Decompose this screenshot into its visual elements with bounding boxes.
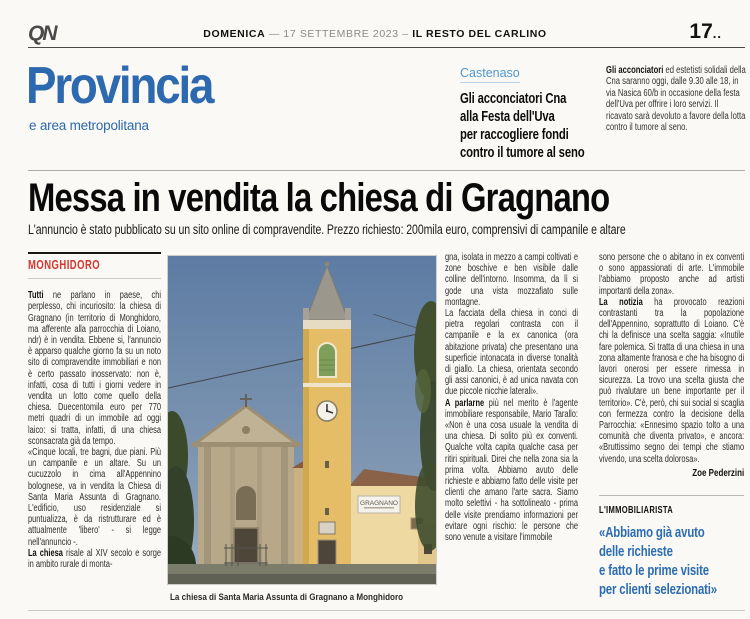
brief-body-lead: Gli acconciatori [606, 65, 664, 76]
article-column-4 [599, 252, 744, 599]
paragraph-lead: A parlarne [445, 397, 485, 409]
paragraph-text: La facciata della chiesa in conci di pietra regolari contrasta con il campanile e la ex canonica (ora abitazione privata) che presentano una superficie intonacata in diverse tonalità di giallo. La chiesa, orientata secondo gli assi canonici, è ad unica navata con due piccole nicchie laterali». [445, 308, 578, 398]
pull-quote-line: e fatto le prime visite [599, 562, 709, 580]
paragraph-text: gna, isolata in mezzo a campi coltivati e zone boschive e ben visibile dalle colline dell'intorno. Insomma, da lì si gode una vista mozzafiato sulle montagne. [445, 252, 578, 308]
brief-body [606, 65, 746, 133]
church-photo-illustration [168, 256, 436, 584]
section-label: MONGHIDORO [28, 252, 161, 279]
paragraph-text: «Cinque locali, tre bagni, due piani. Più un campanile e un altare. Su un cucuzzolo in cima all'Appennino bolognese, va in vendita la Chiesa di Santa Maria Assunta di Gragnano. L'edificio, uso residenziale si puntualizza, è da ristrutturare ed è attualmente 'libero' - si legge nell'annuncio -. [28, 447, 161, 548]
dateline-separator: – [402, 28, 409, 40]
dateline-newspaper: IL RESTO DEL CARLINO [412, 28, 547, 40]
byline: Zoe Pederzini [692, 466, 745, 479]
article-column-3 [445, 252, 578, 619]
quote-box-label: L'IMMOBILIARISTA [599, 505, 674, 517]
article-paragraph [28, 548, 161, 570]
dateline [0, 28, 750, 40]
article-paragraph [445, 308, 578, 398]
brief-headline-line: alla Festa dell'Uva [460, 109, 555, 125]
brief-castenaso [460, 64, 746, 168]
dateline-dash: — [268, 28, 280, 40]
brief-headline-line: per raccogliere fondi [460, 127, 569, 143]
brief-headline [460, 90, 612, 162]
paragraph-lead: La chiesa [28, 547, 63, 559]
article-paragraph [28, 290, 161, 447]
article-paragraph [445, 398, 578, 544]
masthead-rule [28, 170, 745, 171]
quote-box-divider [599, 495, 744, 496]
page-number-value: 17 [689, 20, 713, 43]
paragraph-lead: Tutti [28, 290, 44, 302]
dateline-day: DOMENICA [203, 28, 266, 40]
page-number-dots: .. [712, 26, 722, 41]
brief-headline-line: Gli acconciatori Cna [460, 91, 567, 107]
section-masthead: Provincia [26, 57, 213, 115]
paragraph-text: risale al XIV secolo e sorge in ambito rurale di monta- [28, 547, 161, 571]
article-paragraph [599, 252, 744, 297]
article-headline: Messa in vendita la chiesa di Gragnano [28, 176, 610, 220]
photo-sign-text: GRAGNANO [360, 500, 398, 507]
page-number [689, 20, 722, 44]
article-column-1 [28, 252, 161, 619]
brief-kicker: Castenaso [460, 66, 520, 83]
pull-quote-line: «Abbiamo già avuto [599, 524, 705, 542]
brief-body-text: ed estetisti solidali della Cna saranno oggi, dalle 9.30 alle 18, in via Nasica 60/b in occasione della festa dell'Uva per offrire i loro servizi. Il ricavato sarà devoluto a favore della lotta contro il tumore al seno. [606, 65, 746, 134]
article-paragraph [28, 447, 161, 548]
section-masthead-subtitle: e area metropolitana [29, 118, 149, 133]
bottom-rule [28, 610, 745, 611]
qn-logo: QN [28, 22, 56, 45]
paragraph-lead: La notizia [599, 296, 643, 308]
dateline-date: 17 SETTEMBRE 2023 [283, 28, 399, 40]
article-photo [167, 255, 437, 585]
paragraph-text: sono persone che o abitano in ex conventi o sono appassionati di arte. L'immobile l'abbiamo proposto anche ad artisti importanti della zona». [599, 252, 745, 297]
paragraph-text: ne parlano in paese, chi perplesso, chi incuriosito: la chiesa di Gragnano (in territorio di Monghidoro, ma afferente alla parrocchia di Loiano, ndr) è in vendita. Ebbene si, l'annuncio è apparso qualche giorno fa su un noto sito di compravendite immobiliari e non è certo passato inosservato: non è, infatti, cosa di tutti i giorni vedere in vendita un lotto come quello della chiesa. Duecentomila euro per 770 metri quadri di un immobile ad oggi laico: si tratta, infatti, di una chiesa sconsacrata già da tempo. [28, 290, 161, 447]
article-paragraph [599, 297, 744, 465]
photo-caption: La chiesa di Santa Maria Assunta di Gragnano a Monghidoro [170, 592, 404, 603]
brief-headline-line: contro il tumore al seno [460, 145, 585, 161]
pull-quote [599, 523, 744, 599]
ground-shadow [168, 574, 436, 584]
article-paragraph [445, 252, 578, 308]
article-subhead: L'annuncio è stato pubblicato su un sito online di compravendite. Prezzo richiesto: 200mila euro, comprensivi di campanile e altare [28, 222, 626, 237]
paragraph-text: più nel merito è l'agente immobiliare responsabile, Mario Tarallo: «Non è una cosa usuale la vendita di una chiesa. Di solito più ex conventi. Qualche volta capita qualche casa per ritiri spirituali. Direi che nella zona sia la prima volta. Abbiamo avuto delle richieste e abbiamo fatto delle visite per clienti che amano l'arte sacra. Siamo molto selettivi - ha sottolineato - prima delle visite prendiamo informazioni per evitare ogni rischio: le persone che sono venute a visitare l'immobile [445, 397, 578, 544]
pull-quote-line: per clienti selezionati» [599, 581, 718, 599]
header-rule [28, 47, 745, 48]
pull-quote-line: delle richieste [599, 543, 673, 561]
paragraph-text: ha provocato reazioni contrastanti tra la popolazione dell'Appennino, soprattutto di Loiano. C'è chi la definisce una scelta saggia: «Inutile fare polemica. Si tratta di una chiesa in una zona altamente franosa e che ha bisogno di lavori onerosi per essere rimessa in sicurezza. La trovo una scelta giusta che può rivalutare un bene importante per il territorio». C'è, però, chi sui social si scaglia con fermezza contro la decisione della Parrocchia: «Ennesimo spazio tolto a una comunità che diventa privato», e ancora: «Bruttissimo segno dei tempi che stiamo vivendo, una scelta dolorosa». [599, 296, 745, 465]
